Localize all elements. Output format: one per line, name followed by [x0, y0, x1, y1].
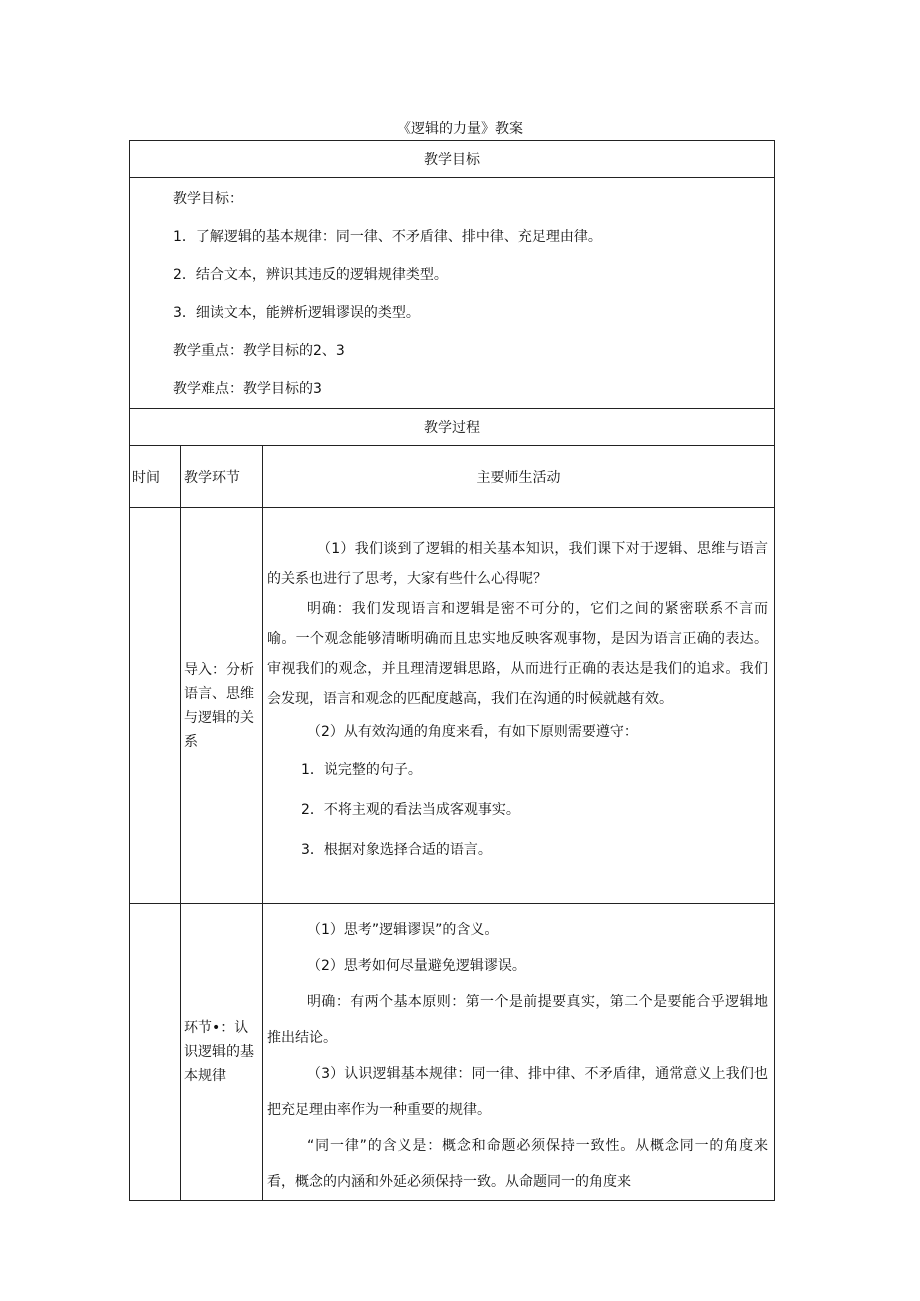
table-row — [130, 904, 775, 1201]
teaching-difficulty: 教学难点：教学目标的3 — [173, 381, 322, 397]
activity-paragraph: 明确：我们发现语言和逻辑是密不可分的，它们之间的紧密联系不言而喻。一个观念能够清晰明确而且忠实地反映客观事物，是因为语言正确的表达。审视我们的观念，并且理清逻辑思路，从而进行正确的表达是我们的追求。我们会发现，语言和观念的匹配度越高，我们在沟通的时候就越有效。 — [267, 601, 768, 707]
activity-cell-intro — [263, 508, 775, 904]
activity-paragraph: （3）认识逻辑基本规律：同一律、排中律、不矛盾律，通常意义上我们也把充足理由率作为一种重要的规律。 — [267, 1066, 768, 1118]
goal-item-1: 1．了解逻辑的基本规律：同一律、不矛盾律、排中律、充足理由律。 — [173, 229, 602, 245]
lesson-plan-table — [129, 140, 775, 1201]
activity-paragraph: （2）从有效沟通的角度来看，有如下原则需要遵守： — [307, 724, 638, 740]
document-title: 《逻辑的力量》教案 — [397, 121, 523, 137]
activity-cell-logic-laws — [263, 904, 775, 1201]
activity-list-item: 1．说完整的句子。 — [301, 762, 422, 778]
activity-paragraph: （1）我们谈到了逻辑的相关基本知识，我们课下对于逻辑、思维与语言的关系也进行了思考，大家有些什么心得呢？ — [267, 541, 768, 587]
activity-paragraph: （1）思考”逻辑谬误”的含义。 — [307, 922, 499, 938]
time-cell — [130, 904, 181, 1201]
column-header-step: 教学环节 — [181, 446, 263, 508]
process-section-header: 教学过程 — [130, 409, 775, 446]
activity-paragraph: （2）思考如何尽量避免逻辑谬误。 — [307, 958, 526, 974]
column-header-activity: 主要师生活动 — [263, 446, 775, 508]
time-cell — [130, 508, 181, 904]
goal-item-3: 3．细读文本，能辨析逻辑谬误的类型。 — [173, 305, 420, 321]
goals-heading: 教学目标： — [173, 191, 243, 207]
goals-section-header: 教学目标 — [130, 141, 775, 178]
step-cell-logic-laws: 环节•：认识逻辑的基本规律 — [181, 904, 263, 1201]
step-cell-intro: 导入：分析语言、思维与逻辑的关系 — [181, 508, 263, 904]
activity-paragraph: “同一律”的含义是：概念和命题必须保持一致性。从概念同一的角度来看，概念的内涵和外延必须保持一致。从命题同一的角度来 — [267, 1138, 768, 1190]
table-row — [130, 508, 775, 904]
activity-list-item: 3．根据对象选择合适的语言。 — [301, 842, 492, 858]
teaching-key-point: 教学重点：教学目标的2、3 — [173, 343, 345, 359]
activity-list-item: 2．不将主观的看法当成客观事实。 — [301, 802, 520, 818]
activity-paragraph: 明确：有两个基本原则：第一个是前提要真实，第二个是要能合乎逻辑地推出结论。 — [267, 994, 768, 1046]
goal-item-2: 2．结合文本，辨识其违反的逻辑规律类型。 — [173, 267, 448, 283]
column-header-time: 时间 — [130, 446, 181, 508]
goals-content — [130, 178, 775, 409]
